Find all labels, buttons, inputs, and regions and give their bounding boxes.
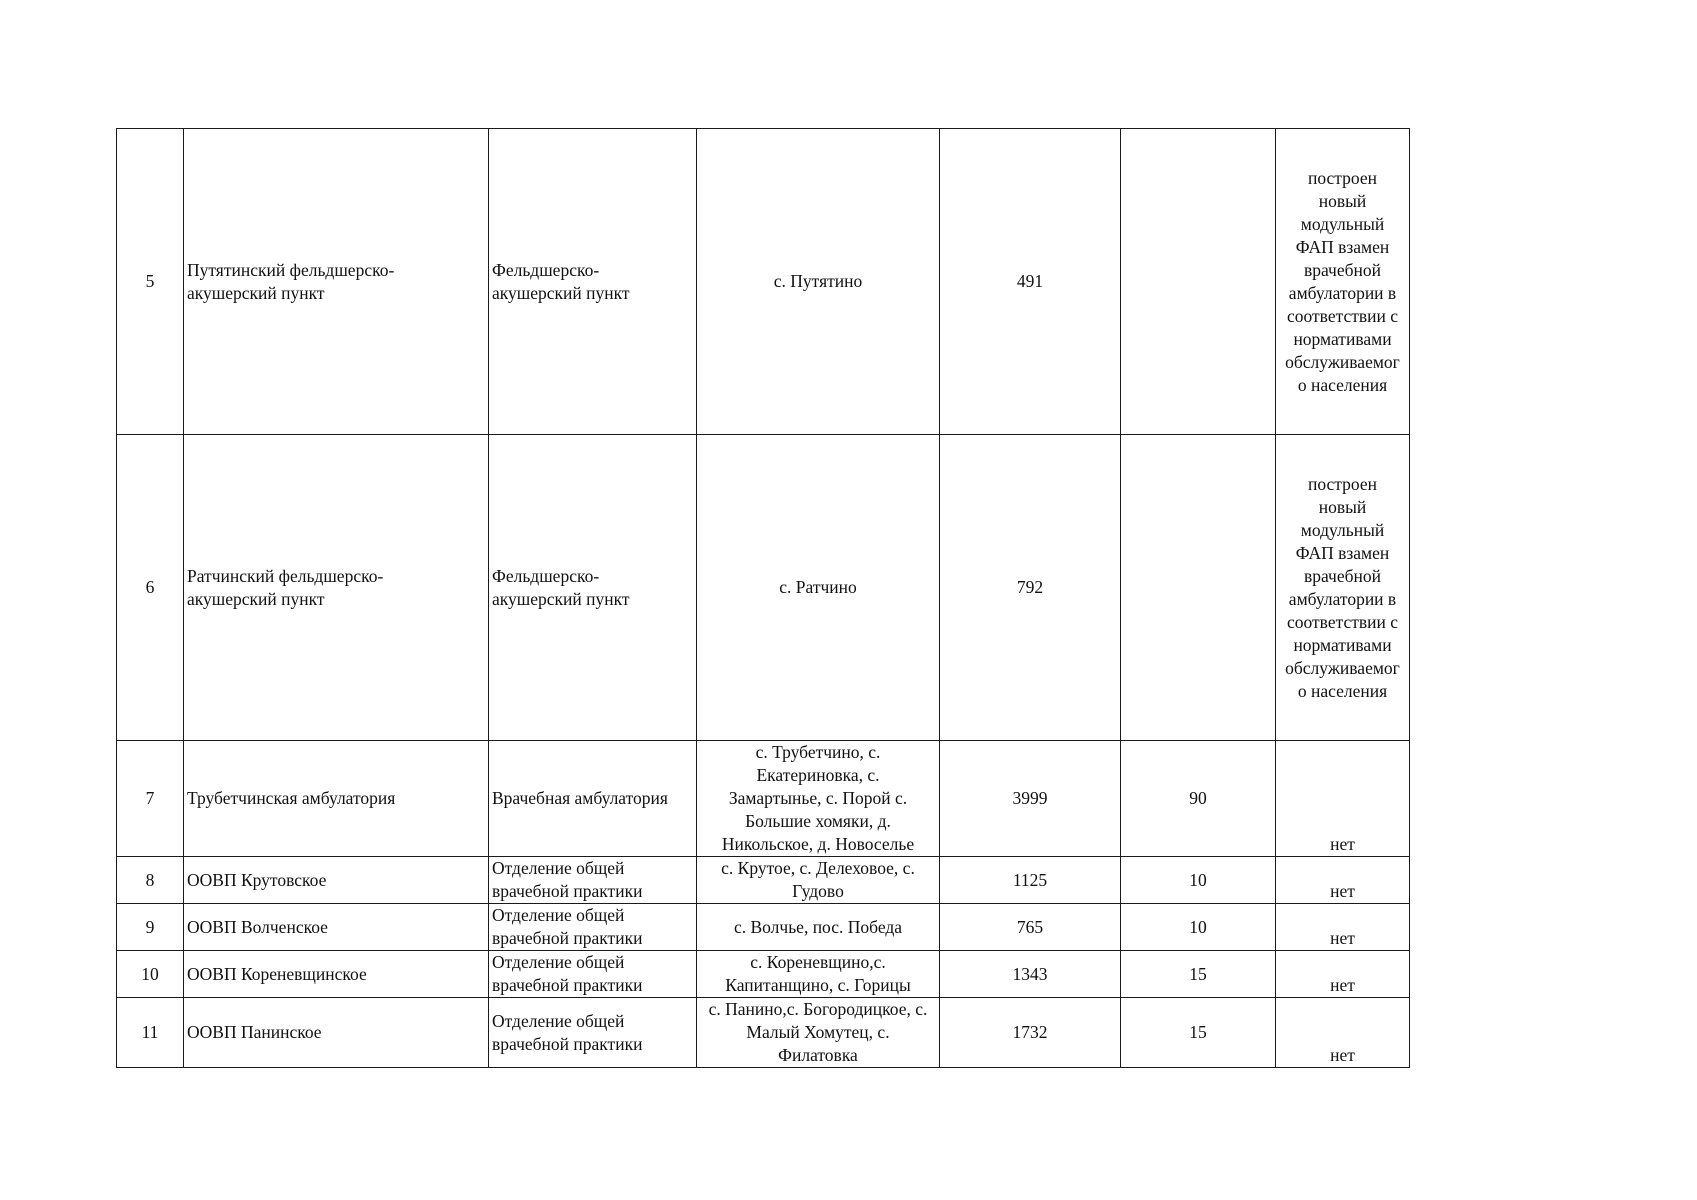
note-cell: нет bbox=[1276, 998, 1410, 1068]
note-cell: нет bbox=[1276, 904, 1410, 951]
beds-cell: 15 bbox=[1121, 951, 1276, 998]
facility-type-cell: Врачебная амбулатория bbox=[489, 741, 697, 857]
location-cell: с. Панино,с. Богородицкое, с. Малый Хомутец, с. Филатовка bbox=[697, 998, 940, 1068]
beds-cell: 15 bbox=[1121, 998, 1276, 1068]
facility-name-cell: ООВП Крутовское bbox=[184, 857, 489, 904]
facility-type-cell: Фельдшерско- акушерский пункт bbox=[489, 435, 697, 741]
row-number-cell: 8 bbox=[117, 857, 184, 904]
row-number-cell: 9 bbox=[117, 904, 184, 951]
location-cell: с. Путятино bbox=[697, 129, 940, 435]
location-cell: с. Ратчино bbox=[697, 435, 940, 741]
facility-name-cell: ООВП Кореневщинское bbox=[184, 951, 489, 998]
facility-name-cell: Путятинский фельдшерско- акушерский пункт bbox=[184, 129, 489, 435]
note-cell: построен новый модульный ФАП взамен врачебной амбулатории в соответствии с нормативами обслуживаемог о населения bbox=[1276, 129, 1410, 435]
facility-type-cell: Отделение общей врачебной практики bbox=[489, 857, 697, 904]
population-cell: 1343 bbox=[940, 951, 1121, 998]
note-cell: построен новый модульный ФАП взамен врачебной амбулатории в соответствии с нормативами обслуживаемог о населения bbox=[1276, 435, 1410, 741]
table-row bbox=[117, 857, 1410, 904]
facility-type-cell: Отделение общей врачебной практики bbox=[489, 904, 697, 951]
location-cell: с. Волчье, пос. Победа bbox=[697, 904, 940, 951]
facility-name-cell: ООВП Панинское bbox=[184, 998, 489, 1068]
facility-name-cell: ООВП Волченское bbox=[184, 904, 489, 951]
population-cell: 792 bbox=[940, 435, 1121, 741]
location-cell: с. Трубетчино, с. Екатериновка, с. Замартынье, с. Порой с. Большие хомяки, д. Никольское, д. Новоселье bbox=[697, 741, 940, 857]
facility-type-cell: Отделение общей врачебной практики bbox=[489, 998, 697, 1068]
table-row bbox=[117, 435, 1410, 741]
table-row bbox=[117, 129, 1410, 435]
table-row bbox=[117, 998, 1410, 1068]
table-row bbox=[117, 951, 1410, 998]
note-cell: нет bbox=[1276, 951, 1410, 998]
facility-name-cell: Трубетчинская амбулатория bbox=[184, 741, 489, 857]
facilities-table bbox=[116, 128, 1410, 1068]
population-cell: 1125 bbox=[940, 857, 1121, 904]
note-cell: нет bbox=[1276, 741, 1410, 857]
beds-cell bbox=[1121, 129, 1276, 435]
population-cell: 3999 bbox=[940, 741, 1121, 857]
location-cell: с. Кореневщино,с. Капитанщино, с. Горицы bbox=[697, 951, 940, 998]
beds-cell bbox=[1121, 435, 1276, 741]
beds-cell: 10 bbox=[1121, 857, 1276, 904]
note-cell: нет bbox=[1276, 857, 1410, 904]
population-cell: 1732 bbox=[940, 998, 1121, 1068]
row-number-cell: 11 bbox=[117, 998, 184, 1068]
population-cell: 491 bbox=[940, 129, 1121, 435]
row-number-cell: 5 bbox=[117, 129, 184, 435]
row-number-cell: 6 bbox=[117, 435, 184, 741]
beds-cell: 10 bbox=[1121, 904, 1276, 951]
row-number-cell: 7 bbox=[117, 741, 184, 857]
facility-type-cell: Фельдшерско- акушерский пункт bbox=[489, 129, 697, 435]
location-cell: с. Крутое, с. Делеховое, с. Гудово bbox=[697, 857, 940, 904]
facility-name-cell: Ратчинский фельдшерско- акушерский пункт bbox=[184, 435, 489, 741]
table-row bbox=[117, 741, 1410, 857]
population-cell: 765 bbox=[940, 904, 1121, 951]
row-number-cell: 10 bbox=[117, 951, 184, 998]
beds-cell: 90 bbox=[1121, 741, 1276, 857]
table-row bbox=[117, 904, 1410, 951]
facility-type-cell: Отделение общей врачебной практики bbox=[489, 951, 697, 998]
